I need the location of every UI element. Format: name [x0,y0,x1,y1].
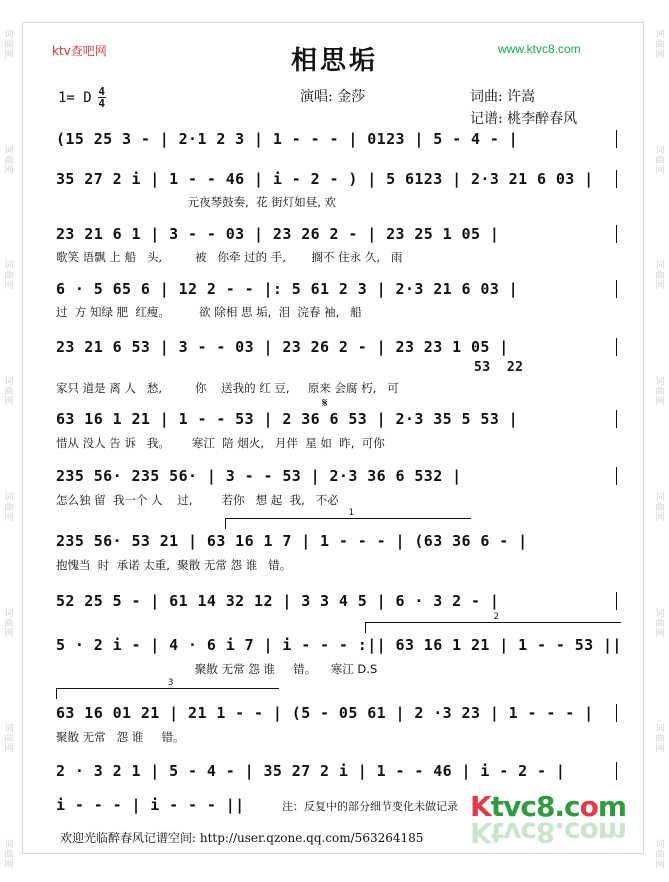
volta-bracket-3 [56,678,279,699]
lyrics-row: 过 方 知绿 肥 红瘦。 欲 除相 思 垢, 泪 浣春 袖, 船 [56,305,362,319]
watermark-text: 词曲网 [4,839,14,870]
brand-left: ktv查吧网 [52,44,107,58]
notation-row: 6 · 5 65 6 | 12 2 - - |: 5 61 2 3 | 2·3 21 6 03 | [56,280,519,298]
row-end-barline [616,225,617,243]
notation-row: 35 27 2 i | 1 - - 46 | i - 2 - ) | 5 6123 | 2·3 21 6 03 | [56,170,594,188]
lyrics-row: 家只 道是 离 人 愁, 你 送我的 红 豆, 原来 会腐 朽, 可 [56,381,399,395]
logo-reflection: Ktvc8.com [470,816,627,849]
watermark-text: 词曲网 [655,30,665,60]
volta-bracket-2 [365,612,621,633]
notation-row: 235 56· 235 56· | 3 - - 53 | 2·3 36 6 532 | [56,467,462,485]
watermark-text: 词曲网 [4,492,14,523]
watermark-text: 词曲网 [655,608,665,639]
notation-row: 5 · 2 i - | 4 · 6 i 7 | i - - - :|| 63 16 1 21 | 1 - - 53 || [56,636,622,654]
row-end-barline [616,467,617,485]
singer-credit: 演唱: 金莎 [300,89,366,105]
row-end-barline [616,338,617,356]
notation-row: 23 21 6 53 | 3 - - 03 | 23 26 2 - | 23 23 1 05 | [56,338,509,356]
segno-sign: 𝄋 [322,396,328,411]
volta-label: 2 [493,612,499,622]
site-logo [470,790,627,849]
lyrics-row: 抱愧当 时 承诺 太重, 聚散 无常 怨 谁 错。 [56,558,292,572]
row-end-barline [616,410,617,428]
time-signature [98,86,106,109]
notation-row: 235 56· 53 21 | 63 16 1 7 | 1 - - - | (63 36 6 - | [56,532,528,550]
watermark-text: 词曲网 [655,724,665,755]
volta-bracket-1 [225,508,471,529]
watermark-text: 词曲网 [655,377,665,408]
time-signature-top: 4 [98,85,106,98]
alternate-notes: 53 22 [474,360,524,375]
row-end-barline [616,704,617,722]
notation-row: 52 25 5 - | 61 14 32 12 | 3 3 4 5 | 6 · 3 2 - | [56,592,500,610]
row-end-barline [616,592,617,610]
watermark-text: 词曲网 [655,261,665,292]
lyrics-row: 聚散 无常 怨 谁 错。 寒江 D.S [56,662,378,676]
key-label: 1= D [58,89,92,106]
footnote: 注：反复中的部分细节变化未做记录 [282,800,458,813]
key-signature [58,86,106,109]
lyrics-row: 怎么独 留 我一个 人 过, 若你 想 起 我, 不必 [56,493,339,507]
transcriber-credit: 记谱: 桃李醉春风 [470,111,578,127]
watermark-text: 词曲网 [4,608,14,639]
watermark-text: 词曲网 [655,492,665,523]
lyrics-row: 元夜琴鼓奏, 花 街灯如昼, 欢 [56,195,337,209]
volta-label: 3 [168,678,174,688]
notation-row: (15 25 3 - | 2·1 2 3 | 1 - - - | 0123 | 5 - 4 - | [56,130,519,148]
brand-right-url: www.ktvc8.com [498,42,581,56]
composer-credit: 词曲: 许嵩 [470,89,536,105]
notation-row: i - - - | i - - - || [56,796,245,814]
side-watermark-left [2,30,16,870]
notation-row: 2 · 3 2 1 | 5 - 4 - | 35 27 2 i | 1 - - 46 | i - 2 - | [56,762,566,780]
watermark-text: 词曲网 [4,145,14,176]
logo-text: Ktvc8.com [470,790,627,823]
notation-row: 23 21 6 1 | 3 - - 03 | 23 26 2 - | 23 25 1 05 | [56,225,500,243]
row-end-barline [616,130,617,148]
song-title: 相思垢 [290,46,378,76]
volta-label: 1 [348,508,354,518]
watermark-text: 词曲网 [4,30,14,60]
watermark-text: 词曲网 [655,839,665,870]
watermark-text: 词曲网 [655,145,665,176]
lyrics-row: 惜从 没人 告 诉 我。 寒江 陪 烟火, 月伴 星 如 昨, 可你 [56,436,385,450]
time-signature-bottom: 4 [98,97,106,110]
notation-row: 63 16 01 21 | 21 1 - - | (5 - 05 61 | 2 ·3 23 | 1 - - - | [56,704,594,722]
footer-credit: 欢迎光临醉春风记谱空间: http://user.qzone.qq.com/563264185 [60,831,424,845]
lyrics-row: 歌笑 语飘 上 船 头, 被 你牵 过的 手, 搁不 住永 久, 雨 [56,250,403,264]
row-end-barline [616,280,617,298]
row-end-barline [616,170,617,188]
watermark-text: 词曲网 [4,261,14,292]
watermark-text: 词曲网 [4,724,14,755]
lyrics-row: 聚散 无常 怨 谁 错。 [56,730,185,744]
watermark-text: 词曲网 [4,377,14,408]
side-watermark-right [653,30,667,870]
row-end-barline [616,762,617,780]
notation-row: 63 16 1 21 | 1 - - 53 | 2 36 6 53 | 2·3 35 5 53 | [56,410,519,428]
